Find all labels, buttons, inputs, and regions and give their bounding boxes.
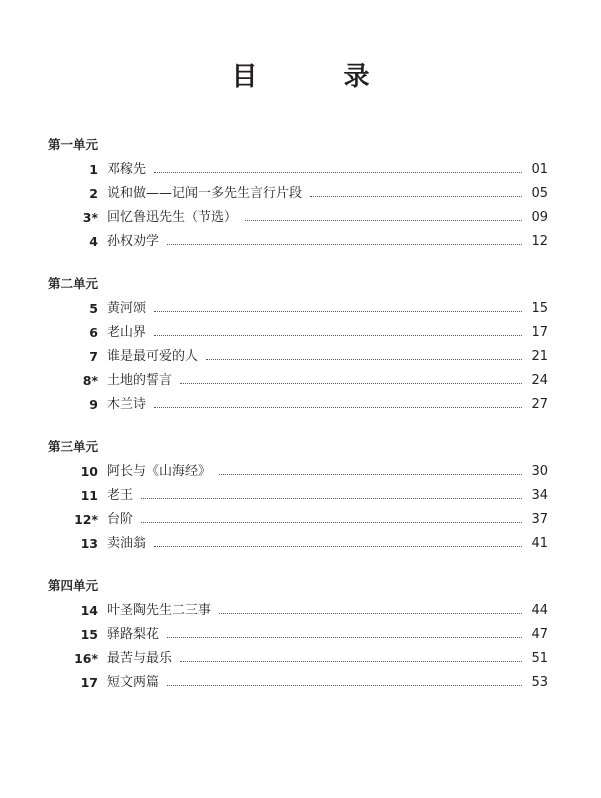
lesson-number: 11 xyxy=(80,488,98,503)
lesson-number: 3* xyxy=(82,210,98,225)
lesson-title: 叶圣陶先生二三事 xyxy=(107,603,212,618)
unit-section xyxy=(48,276,548,421)
lesson-title: 谁是最可爱的人 xyxy=(107,349,199,364)
lesson-title: 阿长与《山海经》 xyxy=(107,464,212,479)
page-number: 12 xyxy=(531,234,548,249)
lesson-title: 老山界 xyxy=(107,325,147,340)
dot-leader xyxy=(180,373,522,384)
lesson-number: 16* xyxy=(74,651,98,666)
dot-leader xyxy=(167,675,522,686)
lesson-title: 黄河颂 xyxy=(107,301,147,316)
lesson-title: 孙权劝学 xyxy=(107,234,160,249)
page-title: 目 录 xyxy=(231,62,400,92)
page-number: 53 xyxy=(531,675,548,690)
unit-section xyxy=(48,137,548,258)
page-number: 15 xyxy=(531,301,548,316)
lesson-title: 邓稼先 xyxy=(107,162,147,177)
page-number: 27 xyxy=(531,397,548,412)
lesson-number: 5 xyxy=(89,301,98,316)
lesson-title: 回忆鲁迅先生（节选） xyxy=(107,210,238,225)
dot-leader xyxy=(219,603,522,614)
toc-entry[interactable] xyxy=(48,488,548,512)
toc-entry[interactable] xyxy=(48,373,548,397)
lesson-title: 说和做——记闻一多先生言行片段 xyxy=(107,186,303,201)
unit-title: 第二单元 xyxy=(48,276,99,291)
toc-entry[interactable] xyxy=(48,210,548,234)
dot-leader xyxy=(154,162,522,173)
dot-leader xyxy=(180,651,522,662)
lesson-number: 12* xyxy=(74,512,98,527)
lesson-number: 15 xyxy=(80,627,98,642)
lesson-number: 1 xyxy=(89,162,98,177)
lesson-title: 台阶 xyxy=(107,512,134,527)
page-number: 05 xyxy=(531,186,548,201)
page-number: 51 xyxy=(531,651,548,666)
page-number: 37 xyxy=(531,512,548,527)
dot-leader xyxy=(310,186,522,197)
lesson-title: 土地的誓言 xyxy=(107,373,173,388)
toc-entry[interactable] xyxy=(48,512,548,536)
dot-leader xyxy=(206,349,522,360)
unit-section xyxy=(48,578,548,699)
toc-entry[interactable] xyxy=(48,651,548,675)
toc-entry[interactable] xyxy=(48,675,548,699)
lesson-number: 7 xyxy=(89,349,98,364)
lesson-number: 9 xyxy=(89,397,98,412)
unit-title: 第四单元 xyxy=(48,578,99,593)
dot-leader xyxy=(219,464,522,475)
toc-entry[interactable] xyxy=(48,536,548,560)
dot-leader xyxy=(154,301,522,312)
lesson-title: 卖油翁 xyxy=(107,536,147,551)
dot-leader xyxy=(141,512,522,523)
lesson-number: 8* xyxy=(82,373,98,388)
dot-leader xyxy=(154,536,522,547)
toc-entry[interactable] xyxy=(48,349,548,373)
toc-entry[interactable] xyxy=(48,186,548,210)
page-number: 09 xyxy=(531,210,548,225)
lesson-title: 短文两篇 xyxy=(107,675,160,690)
toc-entry[interactable] xyxy=(48,603,548,627)
page-number: 34 xyxy=(531,488,548,503)
page-number: 01 xyxy=(531,162,548,177)
toc-entry[interactable] xyxy=(48,234,548,258)
dot-leader xyxy=(141,488,522,499)
page-number: 30 xyxy=(531,464,548,479)
unit-title: 第一单元 xyxy=(48,137,99,152)
dot-leader xyxy=(245,210,522,221)
toc-entry[interactable] xyxy=(48,162,548,186)
lesson-number: 14 xyxy=(80,603,98,618)
lesson-number: 6 xyxy=(89,325,98,340)
dot-leader xyxy=(167,234,522,245)
toc-entry[interactable] xyxy=(48,464,548,488)
toc-entry[interactable] xyxy=(48,397,548,421)
lesson-title: 老王 xyxy=(107,488,134,503)
page-number: 21 xyxy=(531,349,548,364)
lesson-number: 10 xyxy=(80,464,98,479)
page-number: 47 xyxy=(531,627,548,642)
toc-entry[interactable] xyxy=(48,301,548,325)
lesson-number: 13 xyxy=(80,536,98,551)
unit-section xyxy=(48,439,548,560)
lesson-title: 木兰诗 xyxy=(107,397,147,412)
dot-leader xyxy=(154,397,522,408)
dot-leader xyxy=(154,325,522,336)
lesson-number: 4 xyxy=(89,234,98,249)
lesson-title: 最苦与最乐 xyxy=(107,651,173,666)
lesson-number: 2 xyxy=(89,186,98,201)
toc-entry[interactable] xyxy=(48,627,548,651)
unit-title: 第三单元 xyxy=(48,439,99,454)
lesson-title: 驿路梨花 xyxy=(107,627,160,642)
lesson-number: 17 xyxy=(80,675,98,690)
dot-leader xyxy=(167,627,522,638)
page-number: 41 xyxy=(531,536,548,551)
page-number: 17 xyxy=(531,325,548,340)
page-number: 24 xyxy=(531,373,548,388)
toc-entry[interactable] xyxy=(48,325,548,349)
page-number: 44 xyxy=(531,603,548,618)
